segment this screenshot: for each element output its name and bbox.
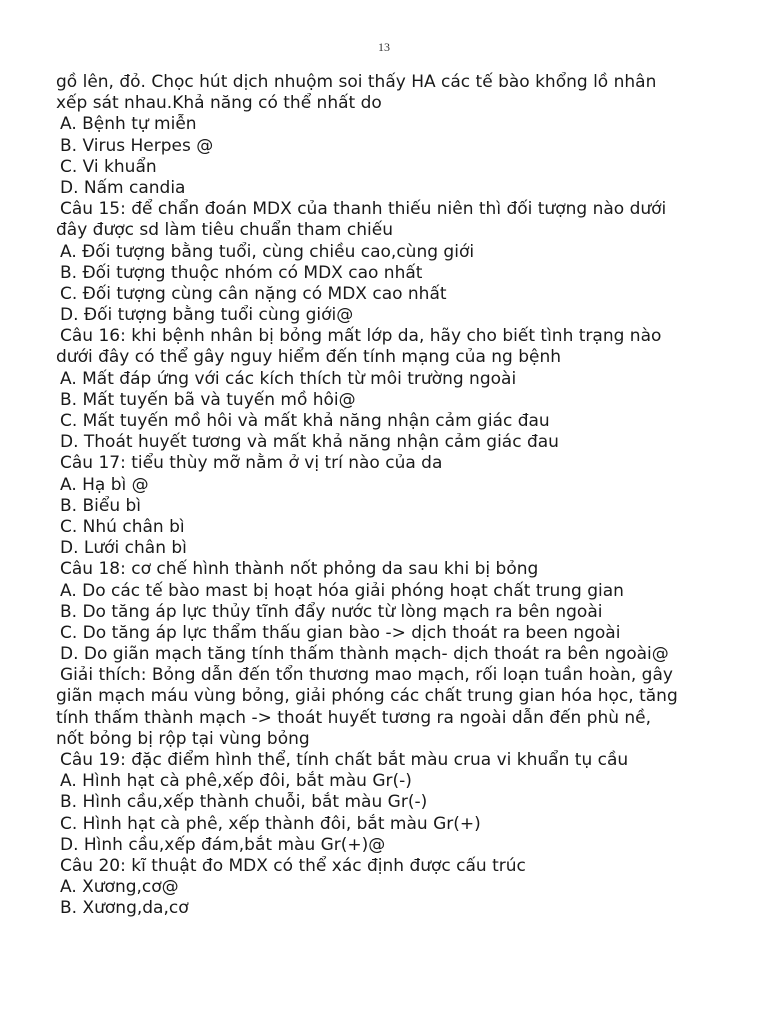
- text-line: xếp sát nhau.Khả năng có thể nhất do: [56, 93, 382, 114]
- text-line: D. Hình cầu,xếp đám,bắt màu Gr(+)@: [60, 834, 386, 855]
- text-line: B. Hình cầu,xếp thành chuỗi, bắt màu Gr(-): [60, 792, 428, 813]
- text-line: A. Hạ bì @: [60, 474, 149, 495]
- text-line: A. Hình hạt cà phê,xếp đôi, bắt màu Gr(-): [60, 771, 412, 792]
- text-line: C. Hình hạt cà phê, xếp thành đôi, bắt màu Gr(+): [60, 813, 481, 834]
- text-line: D. Thoát huyết tương và mất khả năng nhận cảm giác đau: [60, 432, 559, 453]
- text-line: dưới đây có thể gây nguy hiểm đến tính mạng của ng bệnh: [56, 347, 562, 368]
- text-line: D. Nấm candia: [60, 177, 186, 198]
- text-line: đây được sd làm tiêu chuẩn tham chiếu: [56, 220, 393, 241]
- text-line: Giải thích: Bỏng dẫn đến tổn thương mao mạch, rối loạn tuần hoàn, gây: [60, 665, 673, 686]
- text-line: D. Đối tượng bằng tuổi cùng giới@: [60, 305, 354, 326]
- text-line: B. Đối tượng thuộc nhóm có MDX cao nhất: [60, 262, 423, 283]
- text-line: D. Lưới chân bì: [60, 538, 187, 559]
- text-line: Câu 19: đặc điểm hình thể, tính chất bắt màu crua vi khuẩn tụ cầu: [60, 750, 629, 770]
- page-number: 13: [378, 40, 390, 54]
- text-line: C. Do tăng áp lực thẩm thấu gian bào -> dịch thoát ra been ngoài: [60, 622, 621, 643]
- text-line: C. Vi khuẩn: [60, 156, 157, 177]
- text-line: Câu 16: khi bệnh nhân bị bỏng mất lớp da, hãy cho biết tình trạng nào: [60, 326, 662, 347]
- text-line: A. Đối tượng bằng tuổi, cùng chiều cao,cùng giới: [60, 241, 475, 262]
- text-line: C. Nhú chân bì: [60, 516, 185, 537]
- text-line: A. Mất đáp ứng với các kích thích từ môi trường ngoài: [60, 368, 517, 389]
- text-line: A. Xương,cơ@: [60, 877, 179, 898]
- text-line: gồ lên, đỏ. Chọc hút dịch nhuộm soi thấy HA các tế bào khổng lồ nhân: [56, 72, 657, 92]
- text-line: giãn mạch máu vùng bỏng, giải phóng các chất trung gian hóa học, tăng: [56, 686, 678, 707]
- text-line: B. Biểu bì: [60, 495, 142, 516]
- text-line: A. Do các tế bào mast bị hoạt hóa giải phóng hoạt chất trung gian: [60, 580, 624, 601]
- text-line: Câu 20: kĩ thuật đo MDX có thể xác định được cấu trúc: [60, 855, 526, 876]
- text-line: B. Mất tuyến bã và tuyến mồ hôi@: [60, 389, 356, 410]
- text-line: Câu 18: cơ chế hình thành nốt phỏng da sau khi bị bỏng: [60, 559, 539, 580]
- document-body: [56, 72, 746, 920]
- text-line: Câu 15: để chẩn đoán MDX của thanh thiếu niên thì đối tượng nào dưới: [60, 199, 667, 220]
- text-line: Câu 17: tiểu thùy mỡ nằm ở vị trí nào của da: [60, 453, 443, 474]
- text-line: D. Do giãn mạch tăng tính thấm thành mạch- dịch thoát ra bên ngoài@: [60, 644, 669, 665]
- text-line: nốt bỏng bị rộp tại vùng bỏng: [56, 728, 310, 749]
- text-line: A. Bệnh tự miễn: [60, 114, 197, 135]
- text-line: B. Do tăng áp lực thủy tĩnh đẩy nước từ lòng mạch ra bên ngoài: [60, 601, 603, 622]
- text-line: C. Đối tượng cùng cân nặng có MDX cao nhất: [60, 283, 447, 304]
- text-line: B. Xương,da,cơ: [60, 898, 189, 919]
- text-line: C. Mất tuyến mồ hôi và mất khả năng nhận cảm giác đau: [60, 411, 550, 431]
- text-line: B. Virus Herpes @: [60, 135, 214, 156]
- text-line: tính thấm thành mạch -> thoát huyết tương ra ngoài dẫn đến phù nề,: [56, 707, 652, 728]
